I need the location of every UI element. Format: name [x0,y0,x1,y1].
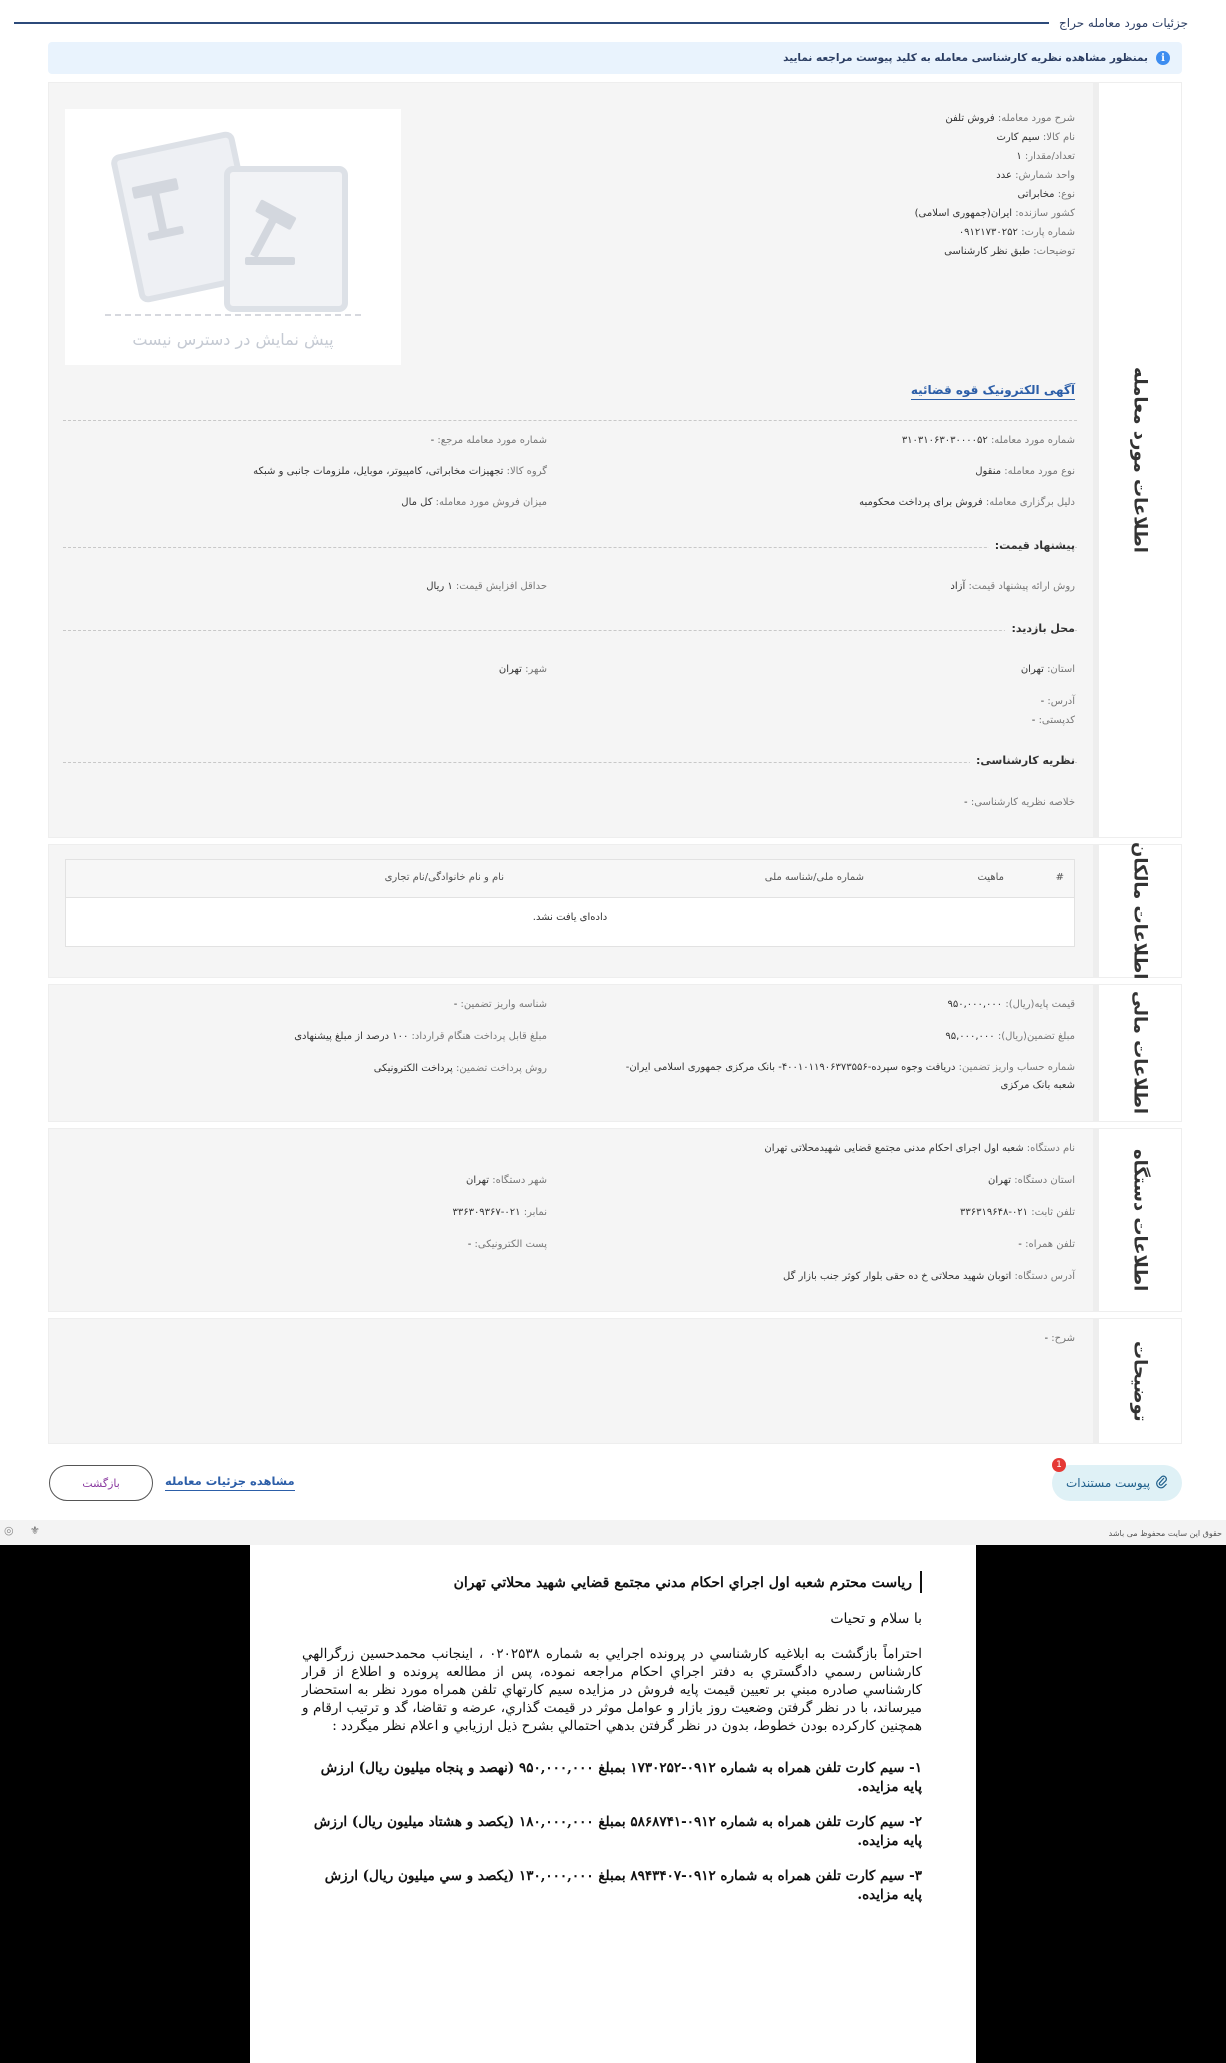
divider [63,762,1077,763]
guarantee-account: شماره حساب واریز تضمین: دریافت وجوه سپرده-۴۰۰۱۰۱۱۹۰۶۳۷۳۵۵۶- بانک مرکزی جمهوری اسلامی ایران- شعبه بانک مرکزی [625,1062,1075,1091]
device-email: پست الکترونیکی: - [467,1239,547,1250]
sale-amount: میزان فروش مورد معامله: کل مال [401,497,547,508]
detail-unit: واحد شمارش: عدد [996,170,1075,181]
logo-icon: ◎ [4,1524,14,1537]
device-phone: تلفن ثابت: ۰۲۱-۳۳۶۳۱۹۶۴۸ [959,1207,1075,1218]
device-fax: نمابر: ۰۲۱-۳۳۶۳۰۹۳۶۷ [452,1207,547,1218]
table-empty-message: داده‌ای یافت نشد. [532,912,608,923]
item-info-side [1093,83,1181,837]
finance-side [1093,985,1181,1121]
min-increase: حداقل افزایش قیمت: ۱ ریال [426,581,547,592]
report-item: ۳- سيم كارت تلفن همراه به شماره ۰۹۱۲-۸۹۴۳۴۰۷ بمبلغ ۱۳۰,۰۰۰,۰۰۰ (يكصد و سي ميليون ريال) ارزش پايه مزايده. [324,1868,922,1903]
info-banner [48,42,1182,74]
column-header: شماره ملی/شناسه ملی [764,872,864,883]
attachments-count-badge: 1 [1052,1458,1066,1472]
base-price: قیمت پایه(ریال): ۹۵۰,۰۰۰,۰۰۰ [947,999,1075,1010]
info-banner-text: بمنظور مشاهده نظریه کارشناسی معامله به کلید پیوست مراجعه نمایید [783,52,1148,64]
visit-location-heading: محل بازدید: [1005,622,1075,635]
device-side [1093,1129,1181,1311]
column-header: # [1055,872,1064,883]
device-province: استان دستگاه: تهران [987,1175,1075,1186]
image-preview [65,109,401,365]
section-label: اطلاعات مالکان [1129,842,1151,980]
goods-group: گروه کالا: تجهیزات مخابراتی، کامپیوتر، موبایل، ملزومات جانبی و شبکه [253,466,547,477]
document-viewer [0,1545,1226,2063]
device-city: شهر دستگاه: تهران [466,1175,547,1186]
reference-deal-number: شماره مورد معامله مرجع: - [430,435,547,446]
device-name: نام دستگاه: شعبه اول اجرای احکام مدنی مجتمع قضایی شهیدمحلاتی تهران [764,1143,1075,1154]
detail-country: کشور سازنده: ایران(جمهوری اسلامی) [914,208,1075,219]
page-header [14,12,1188,34]
detail-description: شرح مورد معامله: فروش تلفن [945,113,1075,124]
footer [0,1520,1226,1545]
divider [63,547,1077,548]
report-item: ۱- سيم كارت تلفن همراه به شماره ۰۹۱۲-۱۷۳۰۲۵۲ بمبلغ ۹۵۰,۰۰۰,۰۰۰ (نهصد و پنجاه ميليون ريال) ارزش پايه مزايده. [320,1760,922,1795]
guarantee-pay-method: روش پرداخت تضمین: پرداخت الکترونیکی [373,1063,547,1074]
section-label: اطلاعات مورد معامله [1129,367,1151,553]
detail-quantity: تعداد/مقدار: ۱ [1016,151,1075,162]
finance-body [49,985,1087,1121]
preview-unavailable-text: پیش نمایش در دسترس نیست [132,330,334,349]
report-greeting: با سلام و تحيات [830,1611,922,1627]
table-header [66,860,1074,898]
section-label: اطلاعات دستگاه [1129,1148,1151,1292]
notes-description: شرح: - [1044,1333,1075,1344]
item-info-body [49,83,1087,837]
offer-method: روش ارائه پیشنهاد قیمت: آزاد [950,581,1075,592]
finance-section [48,984,1182,1122]
attachments-label: پیوست مستندات [1065,1476,1151,1490]
deposit-id: شناسه واریز تضمین: - [453,999,547,1010]
visit-city: شهر: تهران [498,664,547,675]
visit-address: آدرس: - [1040,696,1075,707]
owners-table [65,859,1075,947]
detail-part-number: شماره پارت: ۰۹۱۲۱۷۳۰۲۵۲ [958,227,1075,238]
item-info-section [48,82,1182,838]
detail-type: نوع: مخابراتی [1017,189,1075,200]
detail-goods-name: نام کالا: سیم کارت [996,132,1075,143]
report-paragraph: احتراماً بازگشت به ابلاغيه كارشناسي در پرونده اجرايي به شماره ۰۲۰۲۵۳۸ ، اينجانب محمدحسين زرگرالهي كارشناس رسمي دادگستري به دفتر اجراي احكام مراجعه نموده، پس از مطالعه پرونده و اطلاع از قرار كارشناسي صادره مبني بر تعيين قيمت پايه فروش در مزايده سيم كارتهاي تلفن همراه مورد نظر به استحضار ميرساند، با در نظر گرفتن وضعيت روز بازار و عوامل موثر در قيمت گذاري، عرضه و تقاضا، گد و ترتيب ارقام و همچنين كاركرده بودن خطوط، بدون در نظر گرفتن بدهي احتمالي بشرح ذيل ارزيابي و اعلام نظر ميگردد : [302,1646,922,1734]
detail-notes: توضیحات: طبق نظر کارشناسی [944,246,1075,257]
gavel-placeholder-icon [65,109,401,365]
header-divider [14,22,1049,24]
price-offer-heading: پیشنهاد قیمت: [989,539,1075,552]
divider [63,420,1077,421]
expert-summary: خلاصه نظریه کارشناسی: - [964,797,1075,808]
judiciary-ad-link[interactable]: آگهی الکترونیک قوه قضائیه [911,383,1075,400]
device-mobile: تلفن همراه: - [1018,1239,1075,1250]
device-body [49,1129,1087,1311]
title-marker [920,1571,922,1593]
visit-postal-code: کدپستی: - [1031,715,1075,726]
emblem-icon: ⚜ [30,1524,40,1537]
page-title: جزئیات مورد معامله حراج [1059,16,1188,30]
view-deal-details-link[interactable]: مشاهده جزئیات معامله [165,1474,295,1491]
device-address: آدرس دستگاه: اتوبان شهید محلاتی خ ده حقی بلوار کوثر جنب بازار گل [783,1271,1075,1282]
expert-opinion-heading: نظریه کارشناسی: [970,754,1075,767]
owners-side [1093,842,1181,980]
section-label: توضیحات [1129,1340,1151,1422]
expert-report-page [250,1545,976,2063]
payable-amount: مبلغ قابل پرداخت هنگام قرارداد: ۱۰۰ درصد از مبلغ پیشنهادی [294,1031,547,1042]
guarantee-amount: مبلغ تضمین(ریال): ۹۵,۰۰۰,۰۰۰ [945,1031,1075,1042]
copyright-text: حقوق این سایت محفوظ می باشد [1108,1529,1222,1538]
visit-province: استان: تهران [1020,664,1075,675]
report-title: رياست محترم شعبه اول اجراي احكام مدني مجتمع قضايي شهيد محلاتي تهران [453,1575,912,1591]
owners-section [48,844,1182,978]
notes-body [49,1319,1087,1443]
deal-number: شماره مورد معامله: ۳۱۰۳۱۰۶۳۰۳۰۰۰۰۵۲ [901,435,1075,446]
owners-body [49,845,1087,977]
divider [63,630,1077,631]
column-header: نام و نام خانوادگی/نام تجاری [384,872,504,883]
attachments-button[interactable] [1052,1460,1182,1501]
deal-type: نوع مورد معامله: منقول [975,466,1075,477]
column-header: ماهیت [977,872,1004,883]
paperclip-icon [1156,1475,1168,1492]
section-label: اطلاعات مالی [1129,991,1151,1115]
notes-section [48,1318,1182,1444]
notes-side [1093,1319,1181,1443]
deal-reason: دلیل برگزاری معامله: فروش برای پرداخت محکومبه [859,497,1075,508]
back-button[interactable]: بازگشت [49,1465,153,1501]
info-icon: i [1156,51,1170,65]
report-item: ۲- سيم كارت تلفن همراه به شماره ۰۹۱۲-۵۸۶۸۷۴۱ بمبلغ ۱۸۰,۰۰۰,۰۰۰ (يكصد و هشتاد ميليون ريال) ارزش پايه مزايده. [313,1814,922,1849]
device-section [48,1128,1182,1312]
